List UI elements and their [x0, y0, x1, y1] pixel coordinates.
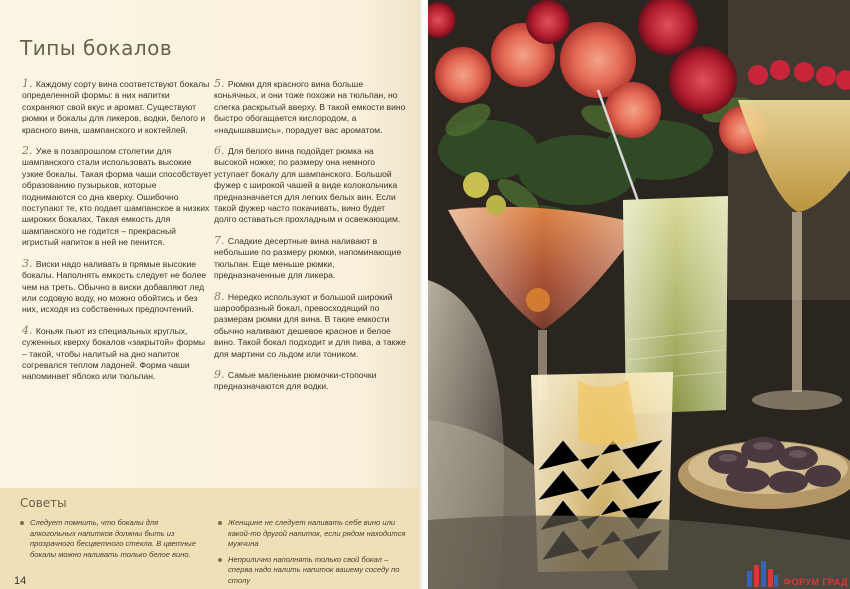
- tip-item: [218, 518, 408, 550]
- wine-glasses-photo: [428, 0, 850, 589]
- bullet-icon: [218, 558, 222, 562]
- bullet-icon: [218, 521, 222, 525]
- watermark: [745, 561, 848, 587]
- paragraph-number: 7.: [214, 233, 225, 247]
- page-number: 14: [14, 575, 27, 587]
- left-page: [0, 0, 422, 589]
- paragraph-number: 1.: [22, 77, 33, 90]
- paragraph-text: Рюмки для красного вина больше коньячных, и они тоже похожи на тюльпан, но слегка раскрытый вверху. В такой емкости вино быстро обогащается кислородом, а «надышавшись», порадует вас ароматом.: [214, 79, 406, 135]
- paragraph-text: Уже в позапрошлом столетии для шампанского стали использовать высокие узкие бокалы. Такая форма чаши способствует образованию пузырьков, которые поднимаются со дна кверху. Ошибочно поступают те, кто подает шампанское в низких широких бокалах. Такая емкость для шампанского не годится – прекрасный игристый напиток в ней не пенится.: [22, 146, 212, 248]
- paragraph-number: 9.: [214, 367, 225, 381]
- tip-text: Женщине не следует наливать себе вино или какой-то другой напиток, если рядом находится мужчина: [228, 518, 406, 548]
- paragraph-2: [22, 145, 212, 249]
- paragraph-text: Виски надо наливать в прямые высокие бокалы. Наполнять емкость следует не более чем на треть. Обычно в виски добавляют лед или содовую воду, но можно обойтись и без них, исходя из собственных предпочтений.: [22, 258, 207, 315]
- tip-text: Неприлично наполнять только свой бокал – сперва надо налить напиток вашему соседу по столу: [228, 554, 400, 585]
- paragraph-7: [214, 235, 406, 282]
- tip-item: [20, 518, 202, 560]
- paragraph-3: [22, 258, 212, 316]
- paragraph-5: [214, 78, 406, 136]
- paragraph-number: 5.: [214, 77, 225, 90]
- bullet-icon: [20, 521, 24, 525]
- tip-item: [218, 555, 408, 587]
- city-logo-icon: [745, 561, 779, 587]
- paragraph-number: 2.: [22, 144, 33, 158]
- paragraph-number: 3.: [22, 256, 33, 270]
- paragraph-text: Сладкие десертные вина наливают в небольшие по размеру рюмки, напоминающие тюльпан. Еще меньше рюмки, предназначенные для ликера.: [214, 235, 402, 281]
- paragraph-text: Каждому сорту вина соответствуют бокалы определенной формы: в них напитки сохраняют свой вкус и аромат. Существуют рюмки и бокалы для ликеров, водки, белого и красного вина, шампанского и коктейлей.: [22, 79, 210, 135]
- paragraph-text: Нередко используют и большой широкий шарообразный бокал, превосходящий по размерам рюмки для вина. В такие емкости обычно наливают дешевое красное и белое вино. Такой бокал подходит и для пива, а также для мартини со льдом или тоником.: [214, 291, 406, 359]
- paragraph-4: [22, 325, 212, 383]
- text-column-right: [214, 78, 406, 402]
- paragraph-number: 8.: [214, 289, 225, 303]
- photo-page: [428, 0, 850, 589]
- page-title: Типы бокалов: [20, 36, 173, 60]
- paragraph-number: 4.: [22, 323, 33, 337]
- paragraph-text: Самые маленькие рюмочки-стопочки предназначаются для водки.: [214, 369, 377, 392]
- tips-column-right: [218, 518, 408, 589]
- watermark-text: ФОРУМ ГРАД: [783, 577, 848, 587]
- tip-text: Следует помнить, что бокалы для алкогольных напитков должны быть из прозрачного бесцветного стекла. В цветные бокалы можно наливать только белое вино.: [30, 518, 196, 559]
- paragraph-8: [214, 291, 406, 360]
- paragraph-text: Коньяк пьют из специальных круглых, суженных кверху бокалов «закрытой» формы – такой, чтобы налитый на дно напиток согревался теплом ладоней. Форма чаши напоминает яблоко или тюльпан.: [22, 325, 206, 382]
- tips-column-left: [20, 518, 202, 565]
- paragraph-6: [214, 145, 406, 226]
- paragraph-text: Для белого вина подойдет рюмка на высокой ножке; по размеру она немного уступает бокалу для шампанского. Большой фужер с широкой чашей в виде колокольчика предназначается для легких белых вин. Если такой фужер часто покачивать, вино будет долго оставаться прохладным и освежающим.: [214, 146, 401, 225]
- tips-title: Советы: [20, 496, 67, 510]
- text-column-left: [22, 78, 212, 392]
- tips-box: [0, 488, 422, 589]
- paragraph-number: 6.: [214, 144, 225, 158]
- paragraph-1: [22, 78, 212, 136]
- paragraph-9: [214, 369, 406, 393]
